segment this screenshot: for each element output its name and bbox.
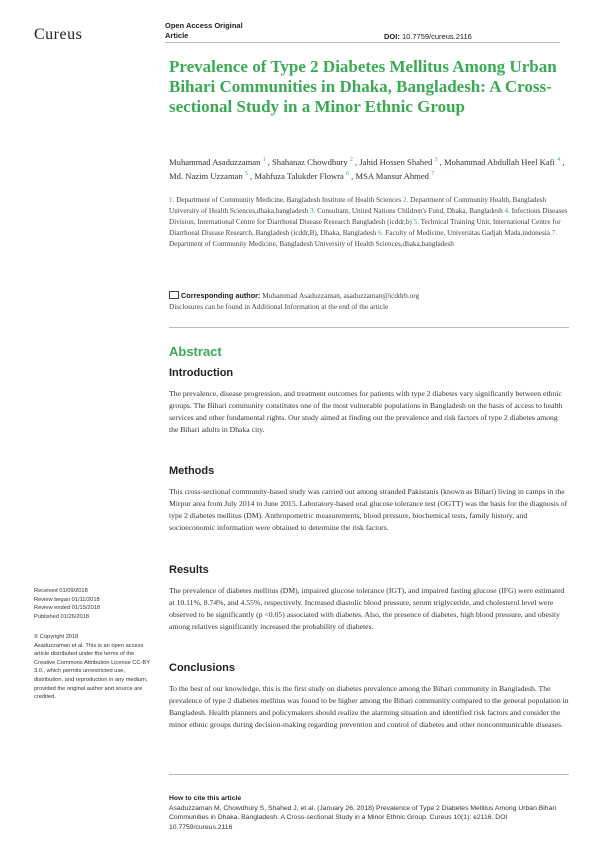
header-divider bbox=[165, 42, 560, 43]
article-title: Prevalence of Type 2 Diabetes Mellitus Among Urban Bihari Communities in Dhaka, Bangladesh: A Cross-sectional Study in a Minor Ethnic Group bbox=[169, 57, 557, 116]
author[interactable]: Mahfuza Talukder Flowra $^6$ , bbox=[254, 171, 356, 182]
author[interactable]: Muhammad Asaduzzaman $^1$ , bbox=[169, 156, 273, 167]
affiliation-number: 4. bbox=[504, 207, 510, 216]
affiliation-number: 6. bbox=[378, 229, 384, 238]
affiliation-text: Infectious Diseases Division, International Centre for Diarrhoeal Disease Research Bangladesh (icddr,b) bbox=[169, 207, 568, 227]
received-date: Received 01/09/2018 bbox=[34, 588, 88, 594]
author[interactable]: Shahanaz Chowdhury $^2$ , bbox=[272, 156, 360, 167]
copyright bbox=[34, 633, 152, 702]
affiliation-text: Faculty of Medicine, Universitas Gadjah Mada,indonesia bbox=[383, 229, 552, 238]
abstract-heading: Abstract bbox=[169, 344, 222, 359]
article-type bbox=[165, 21, 243, 41]
author-list bbox=[169, 154, 569, 182]
section-divider bbox=[169, 774, 569, 775]
license-text: Asaduzzaman et al. This is an open access article distributed under the terms of the Creative Commons Attribution License CC-BY 3.0., which permits unrestricted use, distribution, and reproduction in any medium, provided the original author and source are credited. bbox=[34, 642, 150, 701]
disclosure-note: Disclosures can be found in Additional Information at the end of the article bbox=[169, 302, 389, 312]
affiliation-text: Consultant, United Nations Children's Fund, Dhaka, Bangladesh bbox=[315, 207, 505, 216]
correspondence bbox=[169, 290, 569, 313]
author[interactable]: Jahid Hossen Shahed $^3$ , bbox=[359, 156, 444, 167]
citation-text: Asaduzzaman M, Chowdhury S, Shahed J, et al. (January 26, 2018) Prevalence of Type 2 Diabetes Mellitus Among Urban Bihari Communities in Dhaka, Bangladesh: A Cross-sectional Study in a Minor Ethnic Group. Cureus 10(1): e2116. DOI 10.7759/cureus.2116 bbox=[169, 805, 557, 831]
review-began-date: Review began 01/11/2018 bbox=[34, 596, 100, 603]
doi-label: DOI: bbox=[384, 32, 400, 41]
results-text: The prevalence of diabetes mellitus (DM), impaired glucose tolerance (IGT), and impaired fasting glucose (IFG) were estimated at 10.11%, 8.74%, and 4.55%, respectively. Increased diastolic blood pressure, serum triglyceride, and cholesterol level were observed to be significantly (p <0.05) associated with diabetes. Also, the presence of diabetes, high blood pressure, and obesity among relatives significantly increased the probability of diabetes. bbox=[169, 586, 565, 631]
envelope-icon bbox=[169, 291, 179, 299]
cureus-logo: Cureus bbox=[34, 26, 83, 43]
affiliation-number: 1. bbox=[169, 196, 175, 204]
article-dates bbox=[34, 587, 152, 621]
affiliation-number: 5. bbox=[413, 218, 419, 227]
affiliation-text: Department of Community Medicine, Bangladesh Institute of Health Sciences bbox=[174, 196, 403, 204]
affiliation-text: Technical Training Unit, International Centre for Diarrhoeal Disease Research, Bangladesh (icddr,B), Dhaka, Bangladesh bbox=[169, 218, 561, 238]
author[interactable]: Mohammad Abdullah Heel Kafi $^4$ , bbox=[443, 156, 565, 167]
author[interactable]: Md. Nazim Uzzaman $^5$ , bbox=[169, 171, 255, 182]
introduction-text: The prevalence, disease progression, and treatment outcomes for patients with type 2 diabetes vary significantly between ethnic groups. The Bihari community constitutes one of the most vulnerable populations in Bangladesh on the basis of access to health services and other fundamental rights. Our study aimed at finding out the prevalence and risk factors of type 2 diabetes among the Bihari adults in Dhaka city. bbox=[169, 389, 563, 434]
corresponding-author-email[interactable]: Muhammad Asaduzzaman, asaduzzaman@icddrb.org bbox=[260, 291, 420, 300]
affiliation-text: Department of Community Medicine, Bangladesh University of Health Sciences,dhaka,bangladesh bbox=[169, 240, 454, 249]
conclusions-text: To the best of our knowledge, this is the first study on diabetes prevalence among the Bihari community in Bangladesh. The prevalence of type 2 diabetes mellitus was found to be higher among the Bihari community compared to the general population in Bangladesh. Health planners and policymakers should realize the alarming situation and identified risk factors and consider the minor ethnic groups during decision-making regarding prevention and control of diabetes and other noncommunicable diseases. bbox=[169, 684, 569, 729]
methods-text: This cross-sectional community-based study was carried out among stranded Pakistanis (known as Bihari) living in camps in the Mirpur area from July 2014 to June 2015. Laboratory-based oral glucose tolerance test (OGTT) was the basis for the diagnosis of type 2 diabetes mellitus (DM). Anthropometric measurements, blood pressure, biochemical tests, family history, and socioeconomic information were obtained to determine the risk factors. bbox=[169, 487, 568, 532]
doi bbox=[384, 32, 472, 41]
introduction-heading: Introduction bbox=[169, 367, 234, 379]
article-type-line2: Article bbox=[165, 31, 189, 40]
section-divider bbox=[169, 327, 569, 328]
affiliations bbox=[169, 195, 569, 250]
results-heading: Results bbox=[169, 564, 209, 576]
article-type-line1: Open Access Original bbox=[165, 21, 243, 30]
conclusions-heading: Conclusions bbox=[169, 662, 236, 674]
methods-heading: Methods bbox=[169, 465, 215, 477]
affiliation-text: Department of Community Health, Bangladesh University of Health Sciences,dhaka,bangladesh bbox=[169, 196, 547, 216]
affiliation-number: 3. bbox=[309, 207, 316, 216]
citation-heading: How to cite this article bbox=[169, 795, 242, 802]
published-date: Published 01/26/2018 bbox=[34, 613, 90, 620]
review-ended-date: Review ended 01/15/2018 bbox=[34, 605, 101, 612]
copyright-line: © Copyright 2018 bbox=[34, 634, 79, 640]
author[interactable]: MSA Mansur Ahmed $^7$ bbox=[355, 171, 435, 182]
affiliation-number: 2. bbox=[402, 196, 409, 204]
doi-value[interactable]: 10.7759/cureus.2116 bbox=[401, 32, 472, 41]
corresponding-author-label: Corresponding author: bbox=[181, 291, 261, 300]
affiliation-number: 7. bbox=[551, 229, 558, 238]
